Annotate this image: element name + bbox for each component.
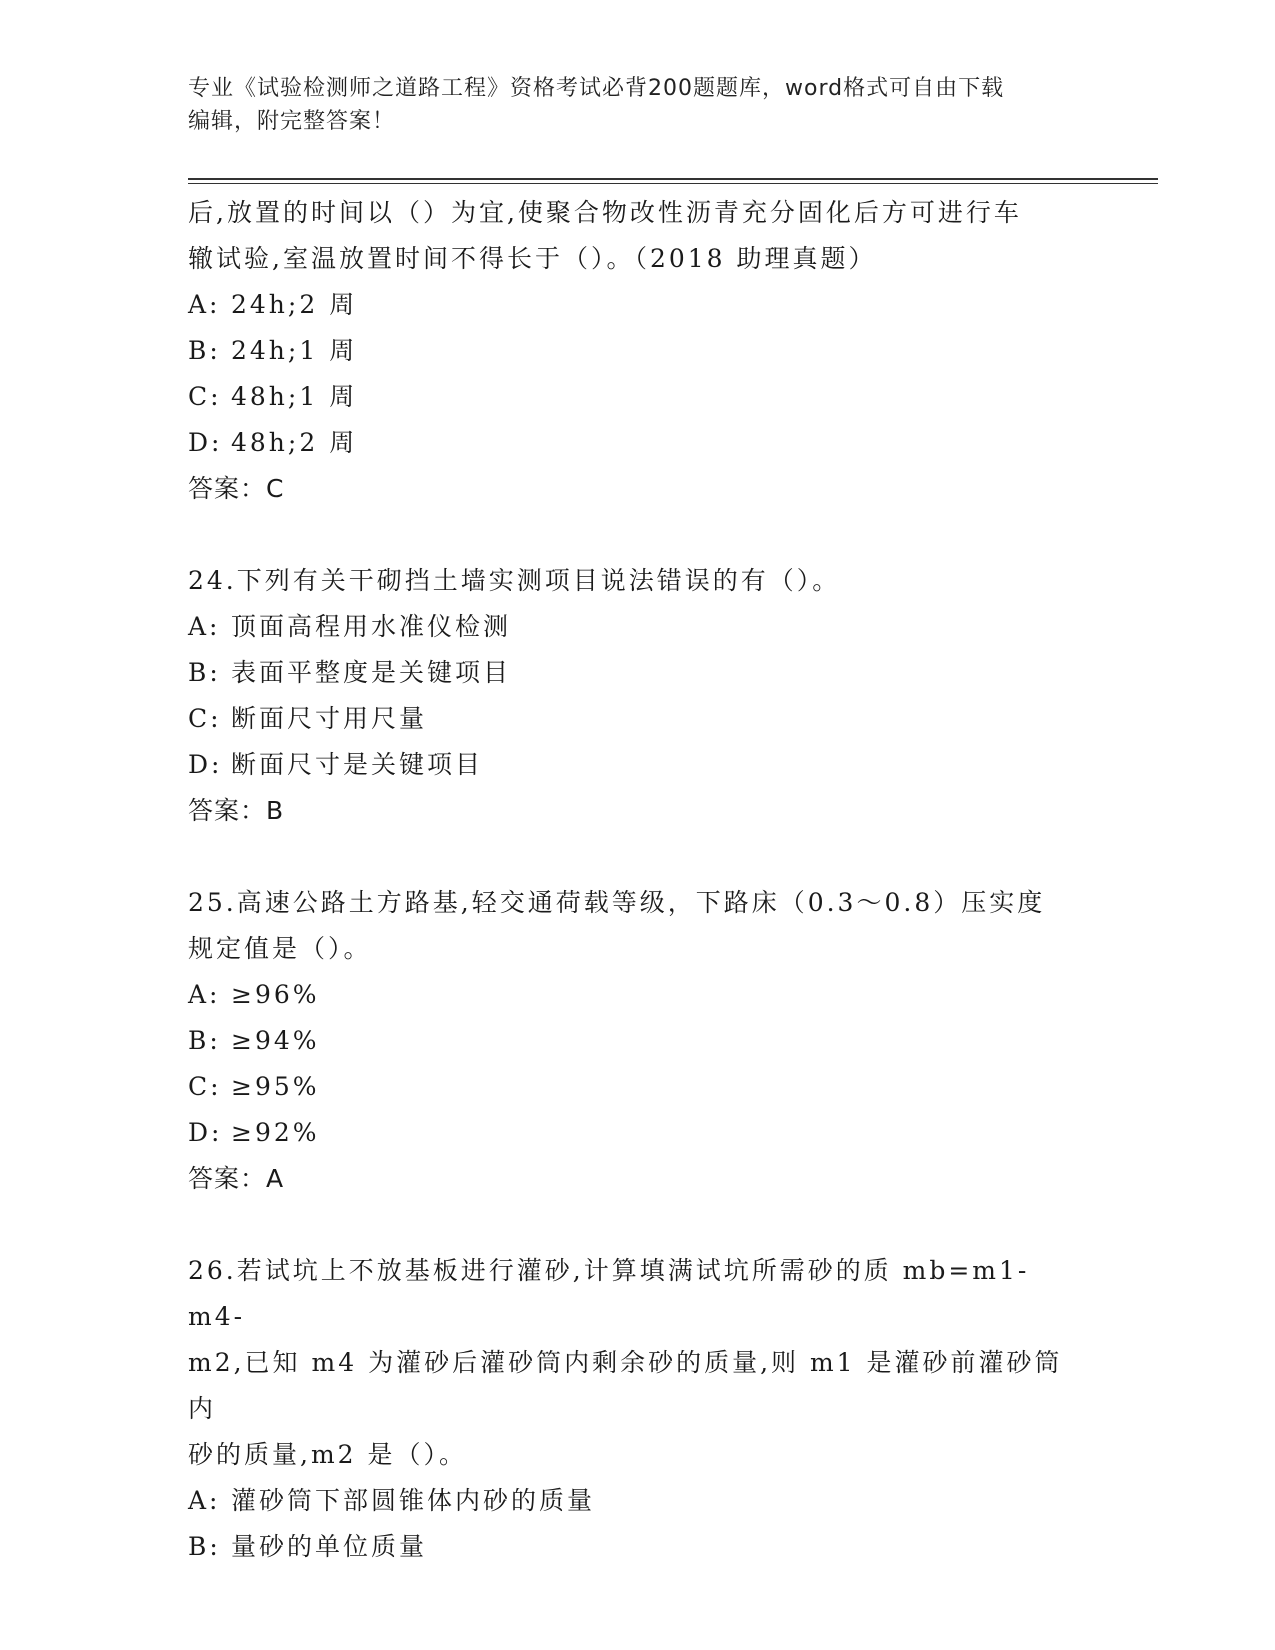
option-key: A:	[188, 290, 221, 319]
option-key: B:	[188, 1532, 221, 1561]
question-stem-line: 后,放置的时间以（）为宜,使聚合物改性沥青充分固化后方可进行车	[188, 198, 1022, 227]
question-stem-line: 26.若试坑上不放基板进行灌砂,计算填满试坑所需砂的质 mb=m1-m4-	[188, 1256, 1030, 1331]
option-text: 24h;2 周	[231, 290, 358, 319]
option-text: 表面平整度是关键项目	[231, 658, 512, 687]
question-stem-line: 砂的质量,m2 是（）。	[188, 1440, 468, 1469]
option-text: ≥92%	[231, 1118, 320, 1147]
question-stem-line: 规定值是（）。	[188, 934, 372, 963]
option-text: 48h;2 周	[231, 428, 358, 457]
option-text: 断面尺寸是关键项目	[231, 750, 484, 779]
option-b	[188, 328, 1068, 374]
option-key: C:	[188, 1072, 222, 1101]
question-25	[188, 880, 1068, 1202]
question-24	[188, 558, 1068, 834]
option-text: 断面尺寸用尺量	[231, 704, 428, 733]
option-text: ≥94%	[231, 1026, 320, 1055]
option-c	[188, 1064, 1068, 1110]
option-key: C:	[188, 382, 222, 411]
option-c	[188, 696, 1068, 742]
question-list	[188, 190, 1068, 1570]
option-a	[188, 282, 1068, 328]
option-key: B:	[188, 1026, 221, 1055]
option-a	[188, 1478, 1068, 1524]
option-key: A:	[188, 612, 221, 641]
option-key: A:	[188, 980, 221, 1009]
option-d	[188, 742, 1068, 788]
header-title-line-1: 专业《试验检测师之道路工程》资格考试必背200题题库，word格式可自由下载	[188, 76, 1005, 101]
question-stem-line: 辙试验,室温放置时间不得长于（）。（2018 助理真题）	[188, 244, 877, 273]
option-key: B:	[188, 658, 221, 687]
question-stem-line: 25.高速公路土方路基,轻交通荷载等级，下路床（0.3～0.8）压实度	[188, 888, 1046, 917]
option-text: ≥96%	[231, 980, 320, 1009]
option-b	[188, 650, 1068, 696]
option-key: D:	[188, 428, 223, 457]
option-text: 灌砂筒下部圆锥体内砂的质量	[231, 1486, 596, 1515]
answer: 答案：B	[188, 796, 285, 825]
question-stem-line: 24.下列有关干砌挡土墙实测项目说法错误的有（）。	[188, 566, 841, 595]
option-text: 48h;1 周	[231, 382, 358, 411]
question-23	[188, 190, 1068, 512]
option-key: B:	[188, 336, 221, 365]
header-divider-thin	[188, 183, 1158, 184]
option-text: 量砂的单位质量	[231, 1532, 428, 1561]
option-key: D:	[188, 1118, 223, 1147]
option-c	[188, 374, 1068, 420]
answer: 答案：A	[188, 1164, 285, 1193]
option-key: D:	[188, 750, 223, 779]
option-text: ≥95%	[231, 1072, 320, 1101]
option-text: 顶面高程用水准仪检测	[231, 612, 512, 641]
option-a	[188, 972, 1068, 1018]
option-b	[188, 1018, 1068, 1064]
option-b	[188, 1524, 1068, 1570]
option-d	[188, 420, 1068, 466]
option-a	[188, 604, 1068, 650]
header-title-line-2: 编辑，附完整答案！	[188, 109, 396, 134]
question-stem-line: m2,已知 m4 为灌砂后灌砂筒内剩余砂的质量,则 m1 是灌砂前灌砂筒内	[188, 1348, 1063, 1423]
option-key: C:	[188, 704, 222, 733]
question-26	[188, 1248, 1068, 1570]
option-key: A:	[188, 1486, 221, 1515]
page-header	[188, 72, 1088, 138]
header-divider	[188, 178, 1158, 180]
answer: 答案：C	[188, 474, 285, 503]
option-d	[188, 1110, 1068, 1156]
option-text: 24h;1 周	[231, 336, 358, 365]
